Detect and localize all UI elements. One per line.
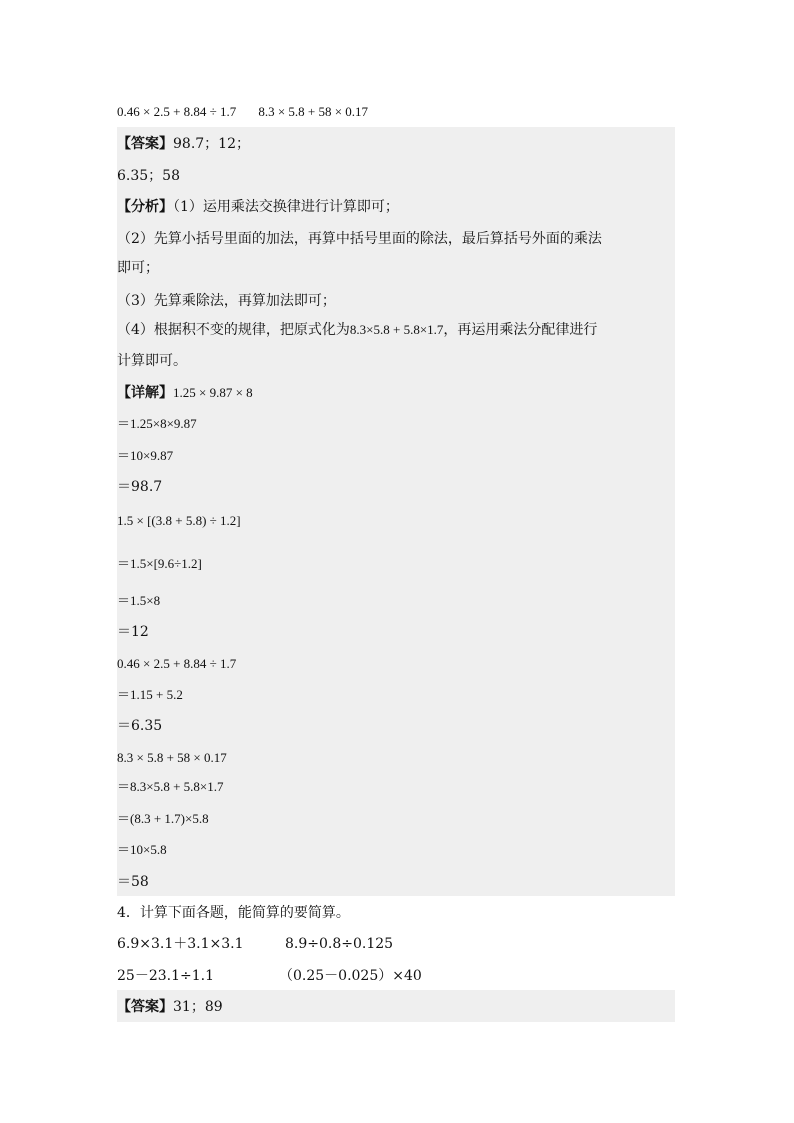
detail-l16: ＝58 bbox=[117, 874, 149, 890]
problem-b: 8.3 × 5.8 + 58 × 0.17 bbox=[258, 104, 369, 119]
answer-line bbox=[117, 134, 250, 154]
q4-c: 25－23.1÷1.1 bbox=[117, 968, 214, 984]
q4-b: 8.9÷0.8÷0.125 bbox=[285, 936, 394, 952]
question-4-title: 4．计算下面各题，能简算的要简算。 bbox=[117, 905, 350, 921]
detail-line-1 bbox=[117, 383, 253, 403]
detail-l15: ＝10×5.8 bbox=[117, 842, 167, 857]
detail-l6: ＝1.5×[9.6÷1.2] bbox=[117, 556, 202, 571]
detail-l7: ＝1.5×8 bbox=[117, 593, 161, 608]
analysis-p4a-post: ，再运用乘法分配律进行 bbox=[443, 322, 598, 338]
analysis-p4a-pre: （4）根据积不变的规律，把原式化为 bbox=[117, 322, 350, 338]
analysis-p4a bbox=[117, 320, 597, 340]
q4-d: （0.25－0.025）×40 bbox=[279, 968, 422, 984]
detail-l13: ＝8.3×5.8 + 5.8×1.7 bbox=[117, 779, 224, 794]
analysis-p2b: 即可； bbox=[117, 260, 159, 276]
analysis-p1: （1）运用乘法交换律进行计算即可； bbox=[173, 199, 399, 215]
detail-l14: ＝(8.3 + 1.7)×5.8 bbox=[117, 811, 209, 826]
detail-l2: ＝1.25×8×9.87 bbox=[117, 416, 197, 431]
problem-a: 0.46 × 2.5 + 8.84 ÷ 1.7 bbox=[117, 104, 237, 119]
detail-l10: ＝1.15 + 5.2 bbox=[117, 687, 183, 702]
analysis-p4b: 计算即可。 bbox=[117, 353, 187, 369]
question-4-row-1 bbox=[117, 934, 393, 954]
answer-2-text: 31；89 bbox=[173, 999, 223, 1015]
analysis-p3: （3）先算乘除法，再算加法即可； bbox=[117, 293, 336, 309]
analysis-tag: 【分析】 bbox=[117, 199, 173, 215]
detail-tag: 【详解】 bbox=[117, 385, 173, 401]
answer-tag: 【答案】 bbox=[117, 136, 173, 152]
detail-l4: ＝98.7 bbox=[117, 479, 163, 495]
answer-text: 98.7；12； bbox=[173, 136, 250, 152]
detail-l8: ＝12 bbox=[117, 624, 149, 640]
analysis-p4a-math: 8.3×5.8 + 5.8×1.7 bbox=[349, 322, 444, 337]
detail-l12: 8.3 × 5.8 + 58 × 0.17 bbox=[117, 750, 227, 765]
detail-l11: ＝6.35 bbox=[117, 718, 163, 734]
q4-a: 6.9×3.1＋3.1×3.1 bbox=[117, 936, 244, 952]
analysis-p2a: （2）先算小括号里面的加法，再算中括号里面的除法，最后算括号外面的乘法 bbox=[117, 231, 602, 247]
analysis-line-1 bbox=[117, 197, 399, 217]
problem-row bbox=[117, 102, 368, 122]
detail-l1: 1.25 × 9.87 × 8 bbox=[173, 385, 253, 400]
detail-l5: 1.5 × [(3.8 + 5.8) ÷ 1.2] bbox=[117, 513, 241, 528]
detail-l9: 0.46 × 2.5 + 8.84 ÷ 1.7 bbox=[117, 656, 237, 671]
detail-l3: ＝10×9.87 bbox=[117, 448, 174, 463]
answer-2-tag: 【答案】 bbox=[117, 999, 173, 1015]
answer-2-line bbox=[117, 997, 223, 1017]
question-4-row-2 bbox=[117, 966, 422, 986]
answer-line-2: 6.35；58 bbox=[117, 168, 180, 184]
